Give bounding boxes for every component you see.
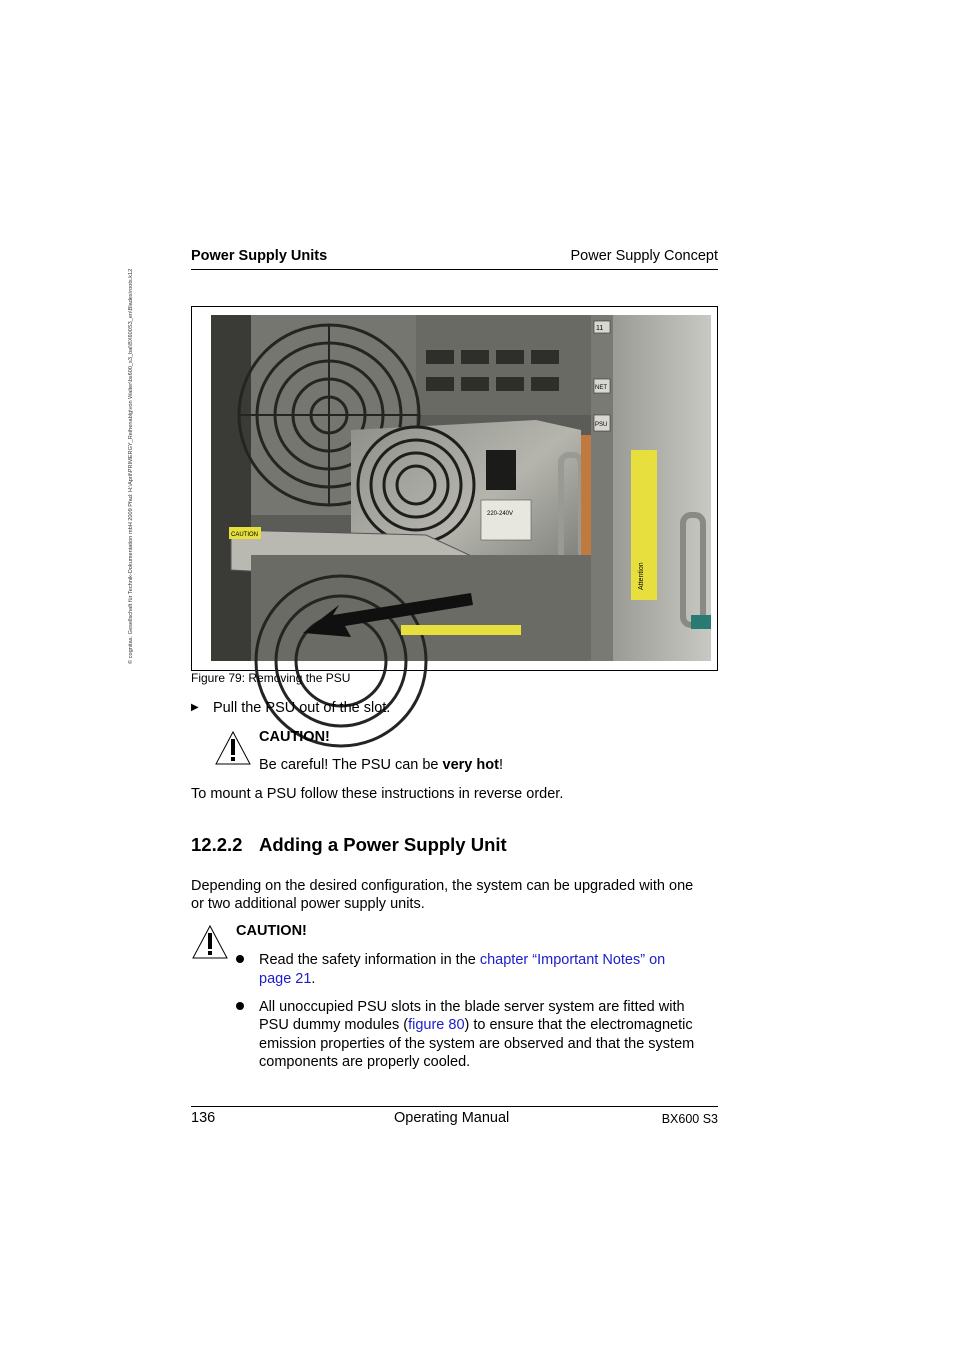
attention-sticker-text: Attention: [638, 562, 645, 590]
warning-triangle-icon: [191, 924, 229, 960]
bullet2-text-a: PSU dummy modules (: [259, 1017, 409, 1033]
bullet1-text: Read the safety information in the: [259, 952, 480, 968]
page-21-link[interactable]: page 21: [259, 971, 312, 987]
caution-text-bold: very hot: [442, 757, 499, 773]
step-marker: ▶: [191, 702, 199, 713]
caution2-title: CAUTION!: [236, 923, 307, 939]
bullet2-line-1: All unoccupied PSU slots in the blade server system are fitted with: [259, 999, 685, 1015]
caution-text-regular: Be careful! The PSU can be: [259, 757, 443, 773]
caution-sticker-text: CAUTION: [231, 532, 258, 538]
caution-title: CAUTION!: [259, 729, 330, 745]
bullet2-line-2: [259, 1016, 693, 1035]
bullet-dot: [236, 955, 244, 963]
figure-caption: Figure 79: Removing the PSU: [191, 671, 351, 685]
margin-note-text: © cognitas. Gesellschaft für Technik-Dokumentation mbH 2009 Pfad: H:\April\PRIMERGY_Reihenablg\von Walter\bx600_s3_bal\BX600S3_en\Blades\roots.k12: [128, 268, 134, 664]
bullet-dot: [236, 1002, 244, 1010]
psu-removal-photo: [211, 315, 711, 661]
intro-line-1: Depending on the desired configuration, the system can be upgraded with one: [191, 878, 694, 894]
section-number: 12.2.2: [191, 834, 243, 855]
slot-label-net: NET: [595, 385, 607, 391]
figure-80-link[interactable]: figure 80: [408, 1017, 465, 1033]
bullet1-line-2: [259, 970, 315, 989]
bullet2-line-4: components are properly cooled.: [259, 1054, 471, 1070]
footer-rule: [191, 1106, 718, 1107]
section-title: Adding a Power Supply Unit: [259, 834, 507, 855]
margin-note: [118, 240, 132, 670]
footer-title: Operating Manual: [394, 1110, 510, 1126]
caution-text-end: !: [498, 757, 503, 773]
running-header-left: Power Supply Units: [191, 248, 328, 264]
running-header-right: Power Supply Concept: [570, 248, 718, 264]
header-rule: [191, 269, 718, 270]
step-text: Pull the PSU out of the slot.: [213, 700, 391, 716]
bullet2-line-3: emission properties of the system are observed and that the system: [259, 1036, 695, 1052]
important-notes-link[interactable]: chapter “Important Notes” on: [479, 952, 666, 968]
bullet1-line-1: [259, 951, 665, 970]
warning-triangle-icon: [214, 730, 252, 766]
voltage-label-text: 220-240V: [487, 511, 514, 517]
section-heading: [191, 834, 507, 856]
slot-label-psu: PSU: [595, 422, 608, 428]
intro-line-2: or two additional power supply units.: [191, 896, 425, 912]
bullet2-text-b: ) to ensure that the electromagnetic: [464, 1017, 693, 1033]
page-number: 136: [191, 1110, 216, 1126]
bullet1-period: .: [311, 971, 316, 987]
caution-text: [259, 756, 503, 775]
footer-product: BX600 S3: [661, 1112, 718, 1126]
slot-label-11: 11: [596, 325, 604, 332]
figure-frame: [191, 306, 718, 671]
reverse-instruction: To mount a PSU follow these instructions in reverse order.: [191, 786, 564, 802]
